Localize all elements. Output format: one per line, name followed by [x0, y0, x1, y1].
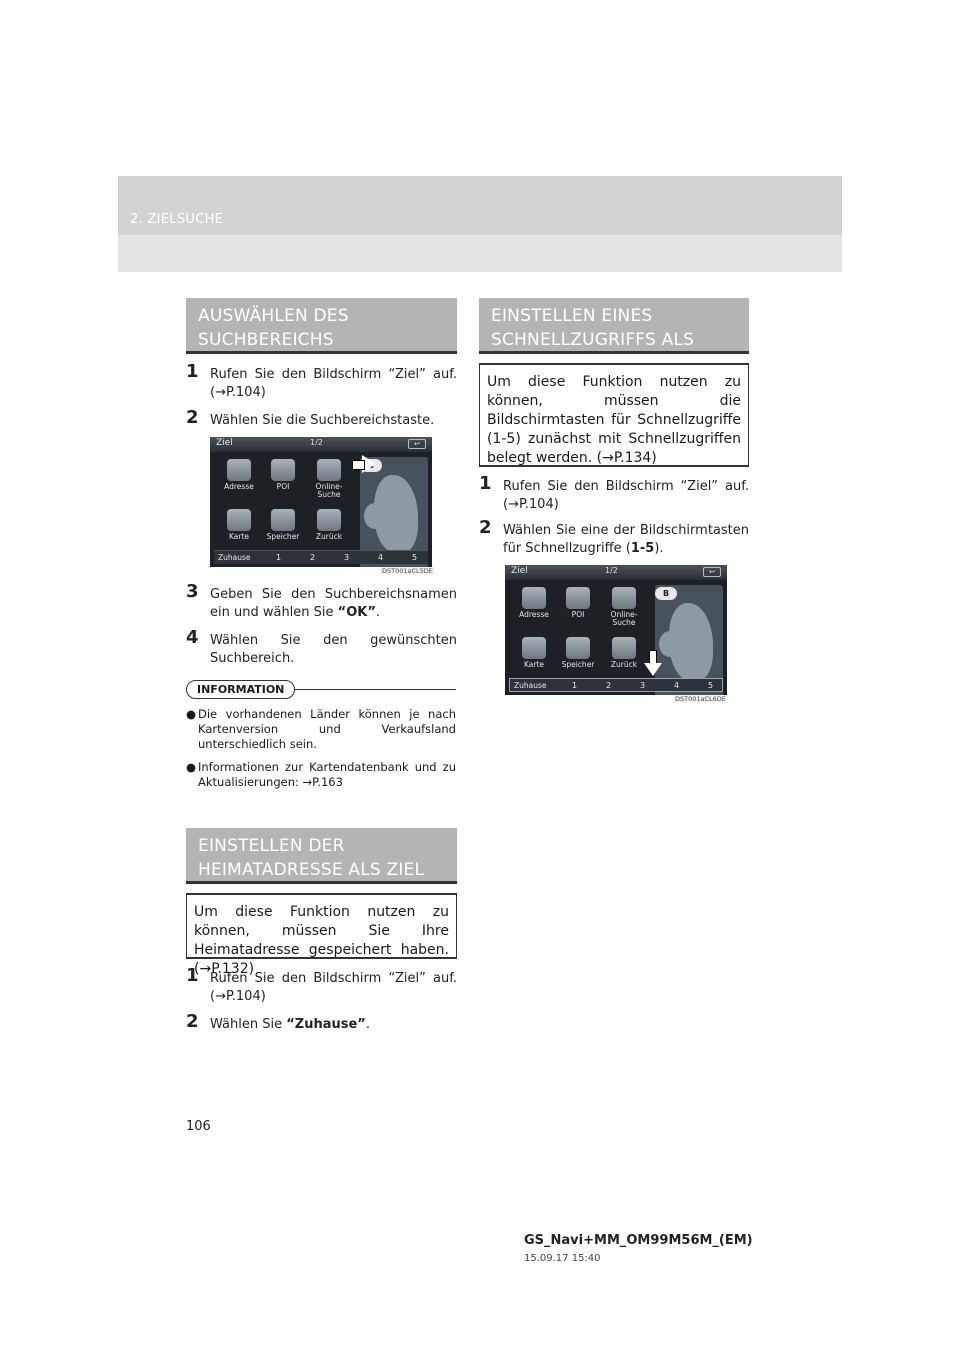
step-text: Wählen Sie die Suchbereichstaste.	[210, 413, 435, 428]
back-button[interactable]: ↩	[408, 439, 426, 449]
information-tag: INFORMATION	[186, 680, 295, 699]
nav-screen-schnellzugriff	[505, 565, 727, 695]
address-icon	[227, 459, 251, 481]
shortcut-bar	[214, 550, 428, 564]
flag-icon	[271, 509, 295, 531]
shortcut-3-button[interactable]: 3	[640, 681, 646, 690]
image-code: DST001aCL6DE	[675, 695, 726, 703]
text-part: ).	[654, 541, 664, 556]
button-label: Zurück	[315, 532, 343, 541]
zurueck-button[interactable]	[310, 509, 348, 551]
step-1	[479, 473, 749, 514]
screen-page-indicator: 1/2	[310, 438, 323, 447]
step-text: Rufen Sie den Bildschirm “Ziel” auf. (→P.104)	[210, 971, 457, 1004]
address-icon	[522, 587, 546, 609]
search-area-button[interactable]: B	[360, 459, 382, 472]
section-heading-suchbereich	[186, 298, 457, 354]
poi-button[interactable]	[264, 459, 302, 501]
step-text: Rufen Sie den Bildschirm “Ziel” auf. (→P.104)	[210, 367, 457, 400]
shortcut-1-button[interactable]: 1	[276, 553, 282, 562]
image-code: DST001aCL5DE	[382, 567, 433, 575]
text-bold: 1-5	[630, 541, 655, 556]
header-strip	[118, 176, 842, 235]
arrow-head	[644, 663, 662, 676]
adresse-button[interactable]	[515, 587, 553, 629]
section-heading-heimatadresse	[186, 828, 457, 884]
bullet-text: Informationen zur Kartendatenbank und zu Aktualisierungen: →P.163	[198, 760, 456, 789]
zuhause-button[interactable]: Zuhause	[514, 681, 547, 690]
button-label: Online-Suche	[610, 610, 638, 627]
step-4	[186, 627, 457, 668]
step-number: 1	[186, 361, 199, 382]
button-label: Karte	[523, 660, 545, 669]
screen-title: Ziel	[511, 566, 528, 576]
step-1	[186, 965, 457, 1006]
screen-title: Ziel	[216, 438, 233, 448]
note-box: Um diese Funktion nutzen zu können, müssen die Bildschirmtasten für Schnellzugriffe (1-5) zunächst mit Schnellzugriffen belegt werden. (→P.134)	[479, 363, 749, 467]
step-text	[479, 522, 749, 558]
section-heading-schnellzugriff	[479, 298, 749, 374]
step-number: 2	[186, 407, 199, 428]
shortcut-bar	[509, 678, 723, 692]
button-label: Online-Suche	[315, 482, 343, 499]
step-number: 4	[186, 627, 199, 648]
pointer-arrow-icon	[362, 455, 376, 473]
heading-line: AUSWÄHLEN DES	[198, 306, 349, 326]
speicher-button[interactable]	[264, 509, 302, 551]
online-search-button[interactable]	[605, 587, 643, 629]
bullet-icon: ●	[186, 707, 197, 721]
text-part: .	[375, 605, 381, 620]
shortcut-4-button[interactable]: 4	[378, 553, 384, 562]
page-number: 106	[186, 1119, 211, 1134]
shortcut-1-button[interactable]: 1	[572, 681, 578, 690]
shortcut-4-button[interactable]: 4	[674, 681, 680, 690]
header-band	[118, 176, 842, 272]
document-date: 15.09.17 15:40	[524, 1253, 601, 1264]
online-search-button[interactable]	[310, 459, 348, 501]
step-number: 2	[479, 517, 492, 538]
note-box: Um diese Funktion nutzen zu können, müssen Sie Ihre Heimatadresse gespeichert haben. (→P.132)	[186, 893, 457, 959]
flag-icon	[566, 637, 590, 659]
shortcut-5-button[interactable]: 5	[412, 553, 418, 562]
shortcut-5-button[interactable]: 5	[708, 681, 714, 690]
history-icon	[317, 509, 341, 531]
text-part: .	[365, 1017, 370, 1032]
text-part: Geben Sie den Suchbereichsnamen ein und wählen Sie	[210, 587, 457, 620]
button-label: Speicher	[561, 660, 595, 669]
step-2	[186, 407, 457, 430]
shortcut-2-button[interactable]: 2	[310, 553, 316, 562]
poi-button[interactable]	[559, 587, 597, 629]
heading-line: EINSTELLEN DER	[198, 836, 345, 856]
bullet-icon: ●	[186, 760, 197, 774]
information-box	[186, 678, 456, 790]
search-area-button[interactable]: B	[655, 587, 677, 600]
history-icon	[612, 637, 636, 659]
screen-page-indicator: 1/2	[605, 566, 618, 575]
map-land	[659, 631, 681, 657]
chapter-label: 2. ZIELSUCHE	[130, 212, 224, 227]
heading-line: SCHNELLZUGRIFFS ALS ZIEL	[491, 330, 695, 374]
step-number: 3	[186, 581, 199, 602]
karte-button[interactable]	[220, 509, 258, 551]
step-text	[186, 1016, 457, 1034]
step-3	[186, 581, 457, 622]
text-bold: “Zuhause”	[286, 1017, 366, 1032]
map-icon	[522, 637, 546, 659]
zurueck-button[interactable]	[605, 637, 643, 679]
button-label: Adresse	[519, 610, 549, 619]
step-text	[186, 586, 457, 622]
pointer-arrow-down-icon	[646, 650, 660, 676]
back-button[interactable]: ↩	[703, 567, 721, 577]
poi-icon	[271, 459, 295, 481]
step-2	[186, 1011, 457, 1034]
map-icon	[227, 509, 251, 531]
button-label: Karte	[228, 532, 250, 541]
bullet-text: Die vorhandenen Länder können je nach Kartenversion und Verkaufsland unterschiedlich sein.	[198, 707, 456, 751]
heading-line: EINSTELLEN EINES	[491, 306, 653, 326]
speicher-button[interactable]	[559, 637, 597, 679]
info-bullet	[186, 707, 456, 752]
globe-icon	[612, 587, 636, 609]
text-part: Wählen Sie eine der Bildschirmtasten für Schnellzugriffe (	[503, 523, 749, 556]
map-land	[364, 503, 386, 529]
step-1	[186, 361, 457, 402]
step-text: Wählen Sie den gewünschten Suchbereich.	[210, 633, 457, 666]
step-text: Rufen Sie den Bildschirm “Ziel” auf. (→P.104)	[503, 479, 749, 512]
heading-line: SUCHBEREICHS	[198, 330, 334, 350]
info-bullet	[186, 760, 456, 790]
button-label: Zurück	[610, 660, 638, 669]
adresse-button[interactable]	[220, 459, 258, 501]
button-label: POI	[571, 610, 585, 619]
document-code: GS_Navi+MM_OM99M56M_(EM)	[524, 1233, 753, 1248]
shortcut-3-button[interactable]: 3	[344, 553, 350, 562]
globe-icon	[317, 459, 341, 481]
step-number: 2	[186, 1011, 199, 1032]
arrow-shaft	[649, 650, 657, 664]
shortcut-2-button[interactable]: 2	[606, 681, 612, 690]
text-part: Wählen Sie	[210, 1017, 287, 1032]
button-label: Adresse	[224, 482, 254, 491]
step-number: 1	[186, 965, 199, 986]
button-label: POI	[276, 482, 290, 491]
nav-screen-suchbereich	[210, 437, 432, 567]
step-number: 1	[479, 473, 492, 494]
text-bold: “OK”	[337, 605, 376, 620]
karte-button[interactable]	[515, 637, 553, 679]
button-label: Speicher	[266, 532, 300, 541]
step-2	[479, 517, 749, 558]
zuhause-button[interactable]: Zuhause	[218, 553, 251, 562]
poi-icon	[566, 587, 590, 609]
heading-line: HEIMATADRESSE ALS ZIEL	[198, 860, 425, 880]
